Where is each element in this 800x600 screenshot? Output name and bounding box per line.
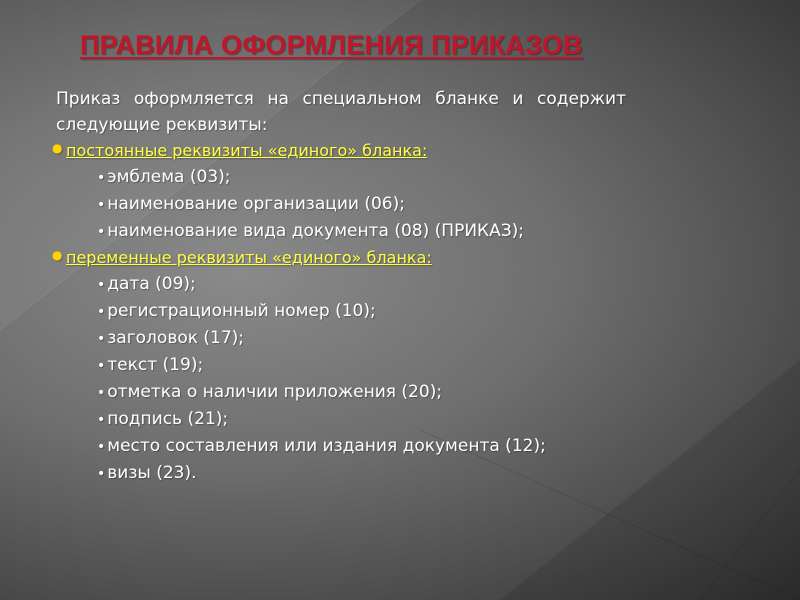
bullet-icon: • (97, 358, 106, 374)
bullet-icon: ● (52, 141, 63, 155)
list-item: • эмблема (03); (97, 167, 231, 187)
list-item: • наименование вида документа (08) (ПРИКАЗ); (97, 221, 524, 241)
bullet-icon: • (97, 304, 106, 320)
list-item: • отметка о наличии приложения (20); (97, 382, 443, 402)
bullet-icon: • (97, 277, 106, 293)
bullet-icon: • (97, 224, 106, 240)
bullet-icon: ● (52, 248, 63, 262)
intro-paragraph: Приказ оформляется на специальном бланке и содержит следующие реквизиты: (56, 89, 626, 135)
section-heading-label: переменные реквизиты «единого» бланка: (66, 248, 432, 267)
section-heading-constant (52, 138, 626, 164)
section-heading-label: постоянные реквизиты «единого» бланка: (66, 141, 428, 160)
list-item: • заголовок (17); (97, 328, 245, 348)
list-item: • подпись (21); (97, 409, 229, 429)
slide-content (52, 86, 626, 487)
bullet-icon: • (97, 439, 106, 455)
list-item: • место составления или издания документа (12); (97, 436, 546, 456)
slide-title: ПРАВИЛА ОФОРМЛЕНИЯ ПРИКАЗОВ (80, 30, 583, 60)
section-heading-variable (52, 245, 626, 271)
bullet-icon: • (97, 412, 106, 428)
list-item: • визы (23). (97, 463, 197, 483)
bullet-icon: • (97, 385, 106, 401)
list-item: • наименование организации (06); (97, 194, 405, 214)
list-item: • дата (09); (97, 274, 196, 294)
constant-requisites-list (56, 164, 626, 245)
bullet-icon: • (97, 170, 106, 186)
bullet-icon: • (97, 331, 106, 347)
bullet-icon: • (97, 466, 106, 482)
list-item: • текст (19); (97, 355, 204, 375)
list-item: • регистрационный номер (10); (97, 301, 376, 321)
bullet-icon: • (97, 197, 106, 213)
variable-requisites-list (56, 271, 626, 487)
